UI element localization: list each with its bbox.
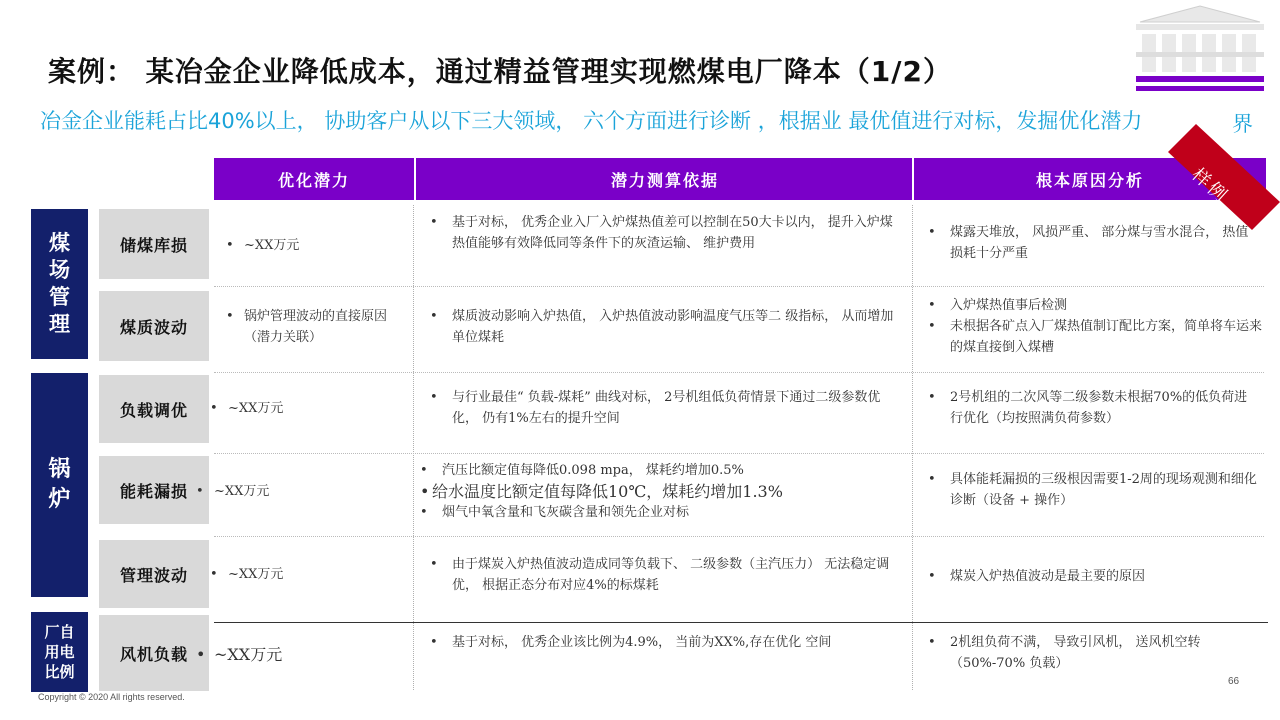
basis-item: • 煤质波动影响入炉热值， 入炉热值波动影响温度气压等二 级指标， 从而增加单位煤耗 — [420, 306, 900, 348]
root-cause-item: • 入炉煤热值事后检测 — [918, 295, 1263, 316]
potential-cell — [186, 481, 386, 502]
potential-cell — [200, 564, 400, 585]
row-divider — [214, 453, 1264, 454]
header-root-cause: 根本原因分析 — [912, 158, 1266, 200]
basis-item: • 汽压比额定值每降低0.098 mpa， 煤耗约增加0.5% — [410, 460, 905, 481]
potential-value: • 锅炉管理波动的直接原因（潜力关联） — [216, 306, 410, 348]
row-label: 煤质波动 — [99, 291, 209, 361]
potential-value: • ~XX万元 — [200, 564, 400, 585]
page-number: 66 — [1228, 676, 1240, 687]
column-divider — [912, 205, 913, 690]
root-cause-cell — [918, 222, 1258, 264]
header-potential: 优化潜力 — [214, 158, 414, 200]
copyright-notice: Copyright © 2020 All rights reserved. — [38, 692, 185, 702]
page-title: 案例： 某冶金企业降低成本，通过精益管理实现燃煤电厂降本（1/2） — [48, 55, 952, 88]
row-divider-solid — [214, 622, 1268, 623]
row-label: 负载调优 — [99, 375, 209, 443]
ribbon-label: 样例 — [1187, 164, 1233, 208]
row-label: 管理波动 — [99, 540, 209, 608]
category-boiler: 锅炉 — [31, 373, 88, 597]
basis-item: • 烟气中氧含量和飞灰碳含量和领先企业对标 — [410, 502, 905, 523]
root-cause-cell — [918, 566, 1258, 587]
root-cause-item: • 未根据各矿点入厂煤热值制订配比方案，简单将车运来的煤直接倒入煤槽 — [918, 316, 1263, 358]
root-cause-cell — [918, 387, 1258, 429]
root-cause-item: • 煤炭入炉热值波动是最主要的原因 — [918, 566, 1258, 587]
basis-cell — [410, 460, 905, 523]
basis-cell — [420, 387, 905, 429]
header-basis: 潜力测算依据 — [414, 158, 914, 200]
potential-value: • ~XX万元 — [200, 398, 400, 419]
potential-cell — [200, 398, 400, 419]
root-cause-cell — [918, 295, 1263, 358]
potential-cell — [216, 306, 410, 348]
logo-icon — [1130, 4, 1270, 96]
basis-cell — [420, 306, 900, 348]
column-divider — [413, 205, 414, 690]
row-divider — [214, 536, 1264, 537]
root-cause-cell — [918, 632, 1258, 674]
basis-cell — [420, 212, 900, 254]
potential-value: • ~XX万元 — [216, 235, 406, 256]
basis-item: • 与行业最佳“ 负载-煤耗” 曲线对标， 2号机组低负荷情景下通过二级参数优化， 仍有1%左右的提升空间 — [420, 387, 905, 429]
category-coal-yard: 煤场管理 — [31, 209, 88, 359]
basis-cell — [420, 554, 905, 596]
basis-cell — [420, 632, 900, 653]
root-cause-cell — [918, 469, 1258, 511]
basis-item: • 基于对标， 优秀企业入厂入炉煤热值差可以控制在50大卡以内， 提升入炉煤热值能够有效降低同等条件下的灰渣运输、 维护费用 — [420, 212, 900, 254]
basis-item: • 基于对标， 优秀企业该比例为4.9%， 当前为XX%,存在优化 空间 — [420, 632, 900, 653]
potential-value: • ~XX万元 — [186, 644, 386, 665]
root-cause-item: • 2机组负荷不满， 导致引风机， 送风机空转（50%-70% 负载） — [918, 632, 1258, 674]
page-subtitle: 冶金企业能耗占比40%以上， 协助客户从以下三大领域， 六个方面进行诊断 ，根据业 最优值进行对标，发掘优化潜力 — [40, 109, 1143, 133]
potential-cell — [186, 644, 386, 665]
root-cause-item: • 具体能耗漏损的三级根因需要1-2周的现场观测和细化诊断（设备 + 操作） — [918, 469, 1258, 511]
row-label: 储煤库损 — [99, 209, 209, 279]
row-divider — [214, 286, 1264, 287]
row-label: 风机负载 — [99, 615, 209, 691]
page-subtitle-end: 界 — [1232, 112, 1253, 136]
row-divider — [214, 372, 1264, 373]
basis-item: • 给水温度比额定值每降低10℃，煤耗约增加1.3% — [410, 481, 905, 502]
row-label: 能耗漏损 — [99, 456, 209, 524]
basis-item: • 由于煤炭入炉热值波动造成同等负载下、 二级参数（主汽压力） 无法稳定调优， 根据正态分布对应4%的标煤耗 — [420, 554, 905, 596]
category-plant-power: 厂自用电比例 — [31, 612, 88, 692]
potential-value: • ~XX万元 — [186, 481, 386, 502]
potential-cell — [216, 235, 406, 256]
root-cause-item: • 煤露天堆放， 风损严重、 部分煤与雪水混合， 热值损耗十分严重 — [918, 222, 1258, 264]
root-cause-item: • 2号机组的二次风等二级参数未根据70%的低负荷进行优化（均按照满负荷参数） — [918, 387, 1258, 429]
